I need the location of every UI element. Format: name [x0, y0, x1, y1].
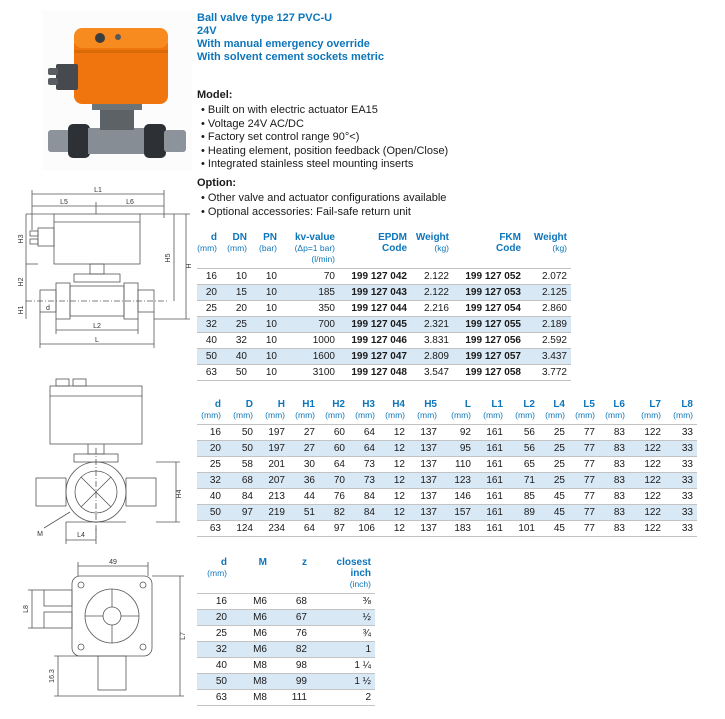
cell: 137	[409, 505, 441, 521]
cell: 122	[629, 521, 665, 537]
dim-label-l6: L6	[126, 199, 134, 206]
dimensions-table	[197, 399, 697, 537]
cell: 197	[257, 425, 289, 441]
cell: 98	[271, 658, 311, 674]
cell: 67	[271, 610, 311, 626]
cell: 76	[271, 626, 311, 642]
cell: 77	[569, 489, 599, 505]
cell: 2.122	[411, 269, 453, 285]
cell: 16	[197, 425, 225, 441]
cell: 50	[197, 349, 221, 365]
column-header: H5 (mm)	[417, 399, 437, 420]
cell: 122	[629, 473, 665, 489]
cell: 2.809	[411, 349, 453, 365]
cell: 77	[569, 441, 599, 457]
column-header: H3 (mm)	[355, 399, 375, 420]
cell: 137	[409, 425, 441, 441]
model-item: • Voltage 24V AC/DC	[201, 118, 627, 132]
cell: 77	[569, 505, 599, 521]
cell: 2.860	[525, 301, 571, 317]
table-row	[197, 365, 571, 381]
column-header: PN (bar)	[259, 232, 277, 253]
table-row	[197, 674, 375, 690]
dim-label-h3: H3	[18, 234, 25, 244]
cell: 2.072	[525, 269, 571, 285]
cell: 10	[251, 269, 281, 285]
cell: 2.122	[411, 285, 453, 301]
cell: 33	[665, 489, 697, 505]
cell: 199 127 058	[453, 365, 525, 381]
product-photo	[42, 10, 192, 170]
cell: 20	[197, 610, 231, 626]
dim-label-l7: L7	[180, 632, 187, 640]
cell: 32	[197, 317, 221, 333]
cell: 3.437	[525, 349, 571, 365]
cell: 2	[311, 690, 375, 706]
cell: 36	[289, 473, 319, 489]
cell: 63	[197, 690, 231, 706]
cell: 97	[319, 521, 349, 537]
cell: ¾	[311, 626, 375, 642]
cell: 10	[251, 317, 281, 333]
cell: 25	[539, 457, 569, 473]
cell: 30	[289, 457, 319, 473]
cell: 50	[221, 365, 251, 381]
drawing-side-view	[18, 184, 196, 374]
cell: 45	[539, 489, 569, 505]
column-header: L5 (mm)	[575, 399, 595, 420]
cell: M6	[231, 626, 271, 642]
cell: 84	[349, 505, 379, 521]
column-header: Weight (kg)	[533, 232, 567, 253]
cell: 199 127 048	[339, 365, 411, 381]
column-header: H4 (mm)	[385, 399, 405, 420]
table-row	[197, 521, 697, 537]
cell: M6	[231, 642, 271, 658]
cell: 95	[441, 441, 475, 457]
dim-label-l1: L1	[94, 187, 102, 194]
cell: 33	[665, 521, 697, 537]
cell: 10	[251, 365, 281, 381]
cell: 16	[197, 594, 231, 610]
table-row	[197, 269, 571, 285]
cell: 25	[539, 425, 569, 441]
cell: 1 ½	[311, 674, 375, 690]
specs-codes-table	[197, 232, 571, 381]
table-row	[197, 690, 375, 706]
cell: 65	[507, 457, 539, 473]
cell: 27	[289, 441, 319, 457]
cell: 83	[599, 457, 629, 473]
cell: 40	[197, 333, 221, 349]
table-row	[197, 333, 571, 349]
cell: 161	[475, 521, 507, 537]
cell: 64	[319, 457, 349, 473]
cell: 76	[319, 489, 349, 505]
cell: 161	[475, 457, 507, 473]
cell: 137	[409, 457, 441, 473]
cell: 63	[197, 365, 221, 381]
dim-label-l: L	[95, 337, 99, 344]
cell: M6	[231, 610, 271, 626]
cell: 25	[221, 317, 251, 333]
cell: 199 127 044	[339, 301, 411, 317]
cell: 197	[257, 441, 289, 457]
cell: 68	[225, 473, 257, 489]
table-row	[197, 473, 697, 489]
cell: 122	[629, 425, 665, 441]
cell: 33	[665, 473, 697, 489]
cell: 185	[281, 285, 339, 301]
table-row	[197, 594, 375, 610]
cell: 60	[319, 425, 349, 441]
dim-label-l5: L5	[60, 199, 68, 206]
cell: 146	[441, 489, 475, 505]
column-header: FKM Code	[496, 232, 521, 254]
option-list	[197, 192, 627, 219]
table-row	[197, 441, 697, 457]
column-header: d (mm)	[201, 399, 221, 420]
cell: 123	[441, 473, 475, 489]
cell: 32	[197, 642, 231, 658]
cell: 1 ¼	[311, 658, 375, 674]
cell: 85	[507, 489, 539, 505]
column-header: H1 (mm)	[295, 399, 315, 420]
cell: 10	[251, 333, 281, 349]
cell: 122	[629, 505, 665, 521]
cell: 33	[665, 425, 697, 441]
cell: 82	[319, 505, 349, 521]
cell: 89	[507, 505, 539, 521]
cell: 137	[409, 489, 441, 505]
dim-label-h: H	[186, 263, 193, 269]
column-header: d (mm)	[207, 557, 227, 578]
model-item: • Integrated stainless steel mounting inserts	[201, 158, 627, 172]
table-row	[197, 505, 697, 521]
column-header: DN (mm)	[227, 232, 247, 253]
cell: 219	[257, 505, 289, 521]
option-section	[197, 177, 627, 219]
column-header: L1 (mm)	[483, 399, 503, 420]
cell: 70	[281, 269, 339, 285]
cell: 20	[197, 285, 221, 301]
cell: 111	[271, 690, 311, 706]
cell: 32	[221, 333, 251, 349]
cell: 12	[379, 505, 409, 521]
cell: 33	[665, 441, 697, 457]
cell: 27	[289, 425, 319, 441]
table2-grid	[197, 399, 697, 537]
thread-size-table	[197, 557, 375, 706]
cell: 10	[221, 269, 251, 285]
cell: 77	[569, 457, 599, 473]
cell: 201	[257, 457, 289, 473]
cell: 199 127 057	[453, 349, 525, 365]
cell: 183	[441, 521, 475, 537]
cell: 3.772	[525, 365, 571, 381]
table3-grid	[197, 557, 375, 706]
cell: 161	[475, 441, 507, 457]
table1-grid	[197, 232, 571, 381]
cell: 20	[197, 441, 225, 457]
column-header: M	[258, 557, 267, 568]
cell: 199 127 047	[339, 349, 411, 365]
dim-label-m: M	[37, 531, 43, 538]
model-section	[197, 89, 627, 172]
table-row	[197, 626, 375, 642]
cell: 45	[539, 521, 569, 537]
cell: 77	[569, 425, 599, 441]
cell: 12	[379, 457, 409, 473]
dim-label-h4: H4	[176, 489, 183, 499]
cell: 25	[197, 457, 225, 473]
cell: 50	[197, 505, 225, 521]
cell: 10	[251, 285, 281, 301]
cell: 199 127 042	[339, 269, 411, 285]
column-header: L6 (mm)	[605, 399, 625, 420]
dim-label-16-3: 16.3	[49, 669, 56, 683]
cell: 12	[379, 425, 409, 441]
cell: 2.321	[411, 317, 453, 333]
cell: 161	[475, 505, 507, 521]
column-header: closest inch (inch)	[336, 557, 371, 589]
column-header: H (mm)	[265, 399, 285, 420]
model-list	[197, 104, 627, 172]
cell: M8	[231, 690, 271, 706]
cell: M8	[231, 658, 271, 674]
cell: 10	[251, 301, 281, 317]
cell: 2.592	[525, 333, 571, 349]
cell: 71	[507, 473, 539, 489]
column-header: EPDM Code	[378, 232, 407, 254]
cell: 77	[569, 473, 599, 489]
cell: 1600	[281, 349, 339, 365]
cell: 3100	[281, 365, 339, 381]
cell: 83	[599, 425, 629, 441]
title-line: With manual emergency override	[197, 38, 370, 50]
cell: 161	[475, 489, 507, 505]
cell: M6	[231, 594, 271, 610]
cell: 51	[289, 505, 319, 521]
cell: 70	[319, 473, 349, 489]
cable-connector	[56, 64, 78, 90]
title-line: Ball valve type 127 PVC-U	[197, 12, 333, 24]
dim-label-l8: L8	[23, 605, 30, 613]
column-header: L4 (mm)	[545, 399, 565, 420]
column-header: L7 (mm)	[641, 399, 661, 420]
cell: M8	[231, 674, 271, 690]
dim-label-l2: L2	[93, 323, 101, 330]
drawing-front-view	[10, 378, 200, 550]
cell: 33	[665, 505, 697, 521]
cell: 33	[665, 457, 697, 473]
cell: 122	[629, 489, 665, 505]
page-title	[197, 12, 384, 64]
column-header: d (mm)	[197, 232, 217, 253]
cell: 101	[507, 521, 539, 537]
cell: 40	[197, 658, 231, 674]
cell: 73	[349, 473, 379, 489]
cell: 63	[197, 521, 225, 537]
cell: 137	[409, 441, 441, 457]
cell: 199 127 046	[339, 333, 411, 349]
cell: 199 127 052	[453, 269, 525, 285]
cell: 58	[225, 457, 257, 473]
table-row	[197, 425, 697, 441]
cell: 1000	[281, 333, 339, 349]
cell: 137	[409, 473, 441, 489]
table-row	[197, 301, 571, 317]
cell: 56	[507, 441, 539, 457]
cell: 199 127 045	[339, 317, 411, 333]
title-line: 24V	[197, 25, 217, 37]
cell: 84	[349, 489, 379, 505]
cell: 60	[319, 441, 349, 457]
title-line: With solvent cement sockets metric	[197, 51, 384, 63]
table-row	[197, 658, 375, 674]
column-header: Weight (kg)	[415, 232, 449, 253]
model-item: • Heating element, position feedback (Open/Close)	[201, 145, 627, 159]
cell: 83	[599, 473, 629, 489]
table-row	[197, 489, 697, 505]
column-header: L2 (mm)	[515, 399, 535, 420]
cell: 1	[311, 642, 375, 658]
table-row	[197, 642, 375, 658]
cell: 73	[349, 457, 379, 473]
option-item: • Optional accessories: Fail-safe return unit	[201, 206, 627, 220]
cell: 2.189	[525, 317, 571, 333]
option-heading: Option:	[197, 177, 237, 189]
cell: 2.216	[411, 301, 453, 317]
cell: 12	[379, 473, 409, 489]
cell: 68	[271, 594, 311, 610]
cell: 83	[599, 441, 629, 457]
column-header: L8 (mm)	[673, 399, 693, 420]
cell: 157	[441, 505, 475, 521]
cell: 234	[257, 521, 289, 537]
cell: 161	[475, 473, 507, 489]
cell: 199 127 043	[339, 285, 411, 301]
column-header: H2 (mm)	[325, 399, 345, 420]
table-row	[197, 457, 697, 473]
cell: 12	[379, 489, 409, 505]
cell: 32	[197, 473, 225, 489]
cell: 25	[539, 441, 569, 457]
cell: 25	[197, 301, 221, 317]
cell: 25	[539, 473, 569, 489]
drawing-top-view	[14, 556, 200, 714]
cell: 99	[271, 674, 311, 690]
column-header: kv-value (Δp=1 bar) (l/min)	[294, 232, 335, 264]
cell: 10	[251, 349, 281, 365]
cell: 83	[599, 521, 629, 537]
cell: 199 127 055	[453, 317, 525, 333]
cell: 700	[281, 317, 339, 333]
column-header: z	[302, 557, 307, 568]
cell: 83	[599, 489, 629, 505]
cell: 137	[409, 521, 441, 537]
cell: 40	[221, 349, 251, 365]
cell: 50	[225, 441, 257, 457]
cell: 16	[197, 269, 221, 285]
cell: 20	[221, 301, 251, 317]
dim-label-d: d	[46, 305, 50, 312]
cell: 83	[599, 505, 629, 521]
cell: 82	[271, 642, 311, 658]
dim-label-l4: L4	[77, 532, 85, 539]
cell: 50	[225, 425, 257, 441]
cell: 3.547	[411, 365, 453, 381]
option-item: • Other valve and actuator configurations available	[201, 192, 627, 206]
column-header: L (mm)	[451, 399, 471, 420]
cell: 12	[379, 521, 409, 537]
dim-label-h2: H2	[18, 277, 25, 287]
cell: 45	[539, 505, 569, 521]
column-header: D (mm)	[233, 399, 253, 420]
cell: 40	[197, 489, 225, 505]
cell: 25	[197, 626, 231, 642]
model-item: • Built on with electric actuator EA15	[201, 104, 627, 118]
dim-label-49: 49	[109, 559, 117, 566]
cell: 3.831	[411, 333, 453, 349]
cell: 44	[289, 489, 319, 505]
cell: 106	[349, 521, 379, 537]
cell: ½	[311, 610, 375, 626]
cell: 15	[221, 285, 251, 301]
cell: 12	[379, 441, 409, 457]
cell: 199 127 056	[453, 333, 525, 349]
cell: 199 127 054	[453, 301, 525, 317]
cell: 64	[349, 441, 379, 457]
table-row	[197, 317, 571, 333]
table-row	[197, 349, 571, 365]
cell: 199 127 053	[453, 285, 525, 301]
table-row	[197, 610, 375, 626]
cell: 77	[569, 521, 599, 537]
cell: 110	[441, 457, 475, 473]
table-row	[197, 285, 571, 301]
cell: 213	[257, 489, 289, 505]
cell: 92	[441, 425, 475, 441]
cell: 161	[475, 425, 507, 441]
cell: 350	[281, 301, 339, 317]
model-item: • Factory set control range 90°<)	[201, 131, 627, 145]
cell: 2.125	[525, 285, 571, 301]
cell: 56	[507, 425, 539, 441]
cell: ⅜	[311, 594, 375, 610]
cell: 122	[629, 441, 665, 457]
cell: 50	[197, 674, 231, 690]
cell: 124	[225, 521, 257, 537]
cell: 84	[225, 489, 257, 505]
model-heading: Model:	[197, 89, 233, 101]
cell: 64	[349, 425, 379, 441]
cell: 122	[629, 457, 665, 473]
cell: 64	[289, 521, 319, 537]
cell: 97	[225, 505, 257, 521]
cell: 207	[257, 473, 289, 489]
dim-label-h5: H5	[165, 253, 172, 263]
dim-label-h1: H1	[18, 305, 25, 315]
